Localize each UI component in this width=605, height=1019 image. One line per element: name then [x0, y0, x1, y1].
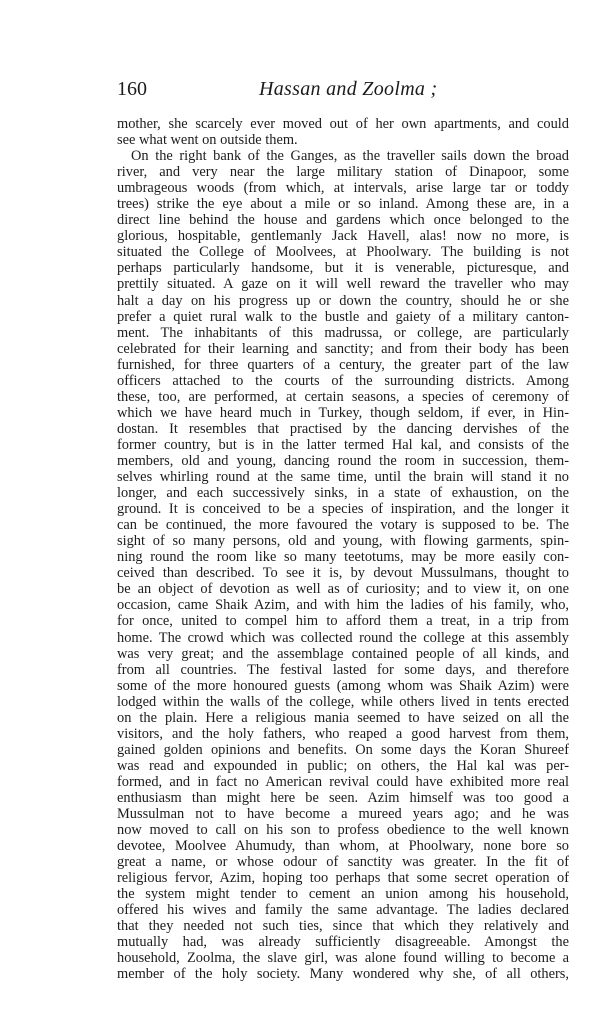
text-line: great a name, or whose odour of sanctity was greater. In the fit of [117, 854, 569, 871]
text-line: home. The crowd which was collected round the college at this assembly [117, 629, 569, 646]
text-line: ceived than described. To see it is, by devout Mussulmans, thought to [117, 565, 569, 582]
text-line: lodged within the walls of the college, while others lived in tents erected [117, 693, 569, 710]
text-line: for once, united to compel him to afford them a treat, in a trip from [117, 613, 569, 630]
text-line: direct line behind the house and gardens which once belonged to the [117, 212, 569, 229]
text-line: officers attached to the courts of the surrounding districts. Among [117, 372, 569, 389]
text-line: ment. The inhabitants of this madrussa, or college, are particularly [117, 324, 569, 341]
text-line: perhaps particularly handsome, but it is venerable, picturesque, and [117, 260, 569, 277]
text-line: visitors, and the holy fathers, who reaped a good harvest from them, [117, 725, 569, 742]
text-line: glorious, hospitable, gentlemanly Jack Havell, alas! now no more, is [117, 228, 569, 245]
text-line: can be continued, the more favoured the votary is supposed to be. The [117, 517, 569, 534]
text-line: mother, she scarcely ever moved out of her own apartments, and could [117, 116, 569, 132]
text-line: celebrated for their learning and sanctity; and from their body has been [117, 340, 569, 357]
text-line: umbrageous woods (from which, at intervals, arise large tar or toddy [117, 180, 569, 197]
text-line: halt a day on his progress up or down the country, should he or she [117, 292, 569, 309]
text-line: trees) strike the eye about a mile or so inland. Among these are, in a [117, 196, 569, 213]
running-title: Hassan and Zoolma ; [259, 78, 438, 100]
text-line: the system might tender to cement an union among his household, [117, 886, 569, 903]
text-line: occasion, came Shaik Azim, and with him the ladies of his family, who, [117, 597, 569, 614]
text-line: Mussulman not to have become a mureed years ago; and he was [117, 806, 569, 823]
text-line: gained golden opinions and benefits. On some days the Koran Shureef [117, 741, 569, 758]
text-line: sight of so many persons, old and young, with flowing garments, spin- [117, 533, 569, 550]
text-line: mutually had, was already sufficiently disagreeable. Amongst the [117, 934, 569, 951]
text-line: now moved to call on his son to profess obedience to the well known [117, 822, 569, 839]
text-line: member of the holy society. Many wondered why she, of all others, [117, 966, 569, 983]
text-line: offered his wives and family the same advantage. The ladies declared [117, 902, 569, 919]
text-line: river, and very near the large military station of Dinapoor, some [117, 164, 569, 181]
text-line: was very great; and the assemblage contained people of all kinds, and [117, 645, 569, 662]
text-line: formed, and in fact no American revival could have exhibited more real [117, 773, 569, 790]
text-line: furnished, for three quarters of a century, the greater part of the law [117, 356, 569, 373]
text-line: religious fervor, Azim, hoping too perhaps that some secret operation of [117, 870, 569, 887]
text-line: ground. It is conceived to be a species of inspiration, and the longer it [117, 501, 569, 518]
text-line: On the right bank of the Ganges, as the traveller sails down the broad [131, 148, 569, 165]
text-line: prefer a quiet rural walk to the bustle and gaiety of a military canton- [117, 308, 569, 325]
text-line: on the plain. Here a religious mania seemed to have seized on all the [117, 709, 569, 726]
text-line: prettily situated. A gaze on it will well reward the traveller who may [117, 276, 569, 293]
text-line: these, too, are performed, at certain seasons, a species of ceremony of [117, 388, 569, 405]
text-line: was read and expounded in public; on others, the Hal kal was per- [117, 757, 569, 774]
text-line: from all countries. The festival lasted for some days, and therefore [117, 661, 569, 678]
text-line: that they needed not such ties, since that which they relatively and [117, 918, 569, 935]
text-body [117, 116, 569, 983]
text-line: selves whirling round at the same time, until the brain will stand it no [117, 469, 569, 486]
text-line: some of the more honoured guests (among whom was Shaik Azim) were [117, 677, 569, 694]
text-line: dostan. It resembles that practised by the dancing dervishes of the [117, 420, 569, 437]
text-line: former country, but is in the latter termed Hal kal, and consists of the [117, 436, 569, 453]
text-line: devotee, Moolvee Ahumudy, than whom, at Phoolwary, none bore so [117, 838, 569, 855]
running-head [117, 76, 569, 102]
page-number: 160 [117, 78, 147, 100]
text-line: longer, and each successively sinks, in a state of exhaustion, on the [117, 485, 569, 502]
text-line: be an object of devotion as well as of curiosity; and to view it, on one [117, 581, 569, 598]
text-line: household, Zoolma, the slave girl, was alone found willing to become a [117, 950, 569, 967]
text-line: which we have heard much in Turkey, though seldom, if ever, in Hin- [117, 404, 569, 421]
text-line: situated the College of Moolvees, at Phoolwary. The building is not [117, 244, 569, 261]
text-line: members, old and young, dancing round the room in succession, them- [117, 452, 569, 469]
text-line: ning round the room like so many teetotums, may be more easily con- [117, 549, 569, 566]
text-line: see what went on outside them. [117, 132, 298, 149]
text-line: enthusiasm than might here be seen. Azim himself was too good a [117, 789, 569, 806]
